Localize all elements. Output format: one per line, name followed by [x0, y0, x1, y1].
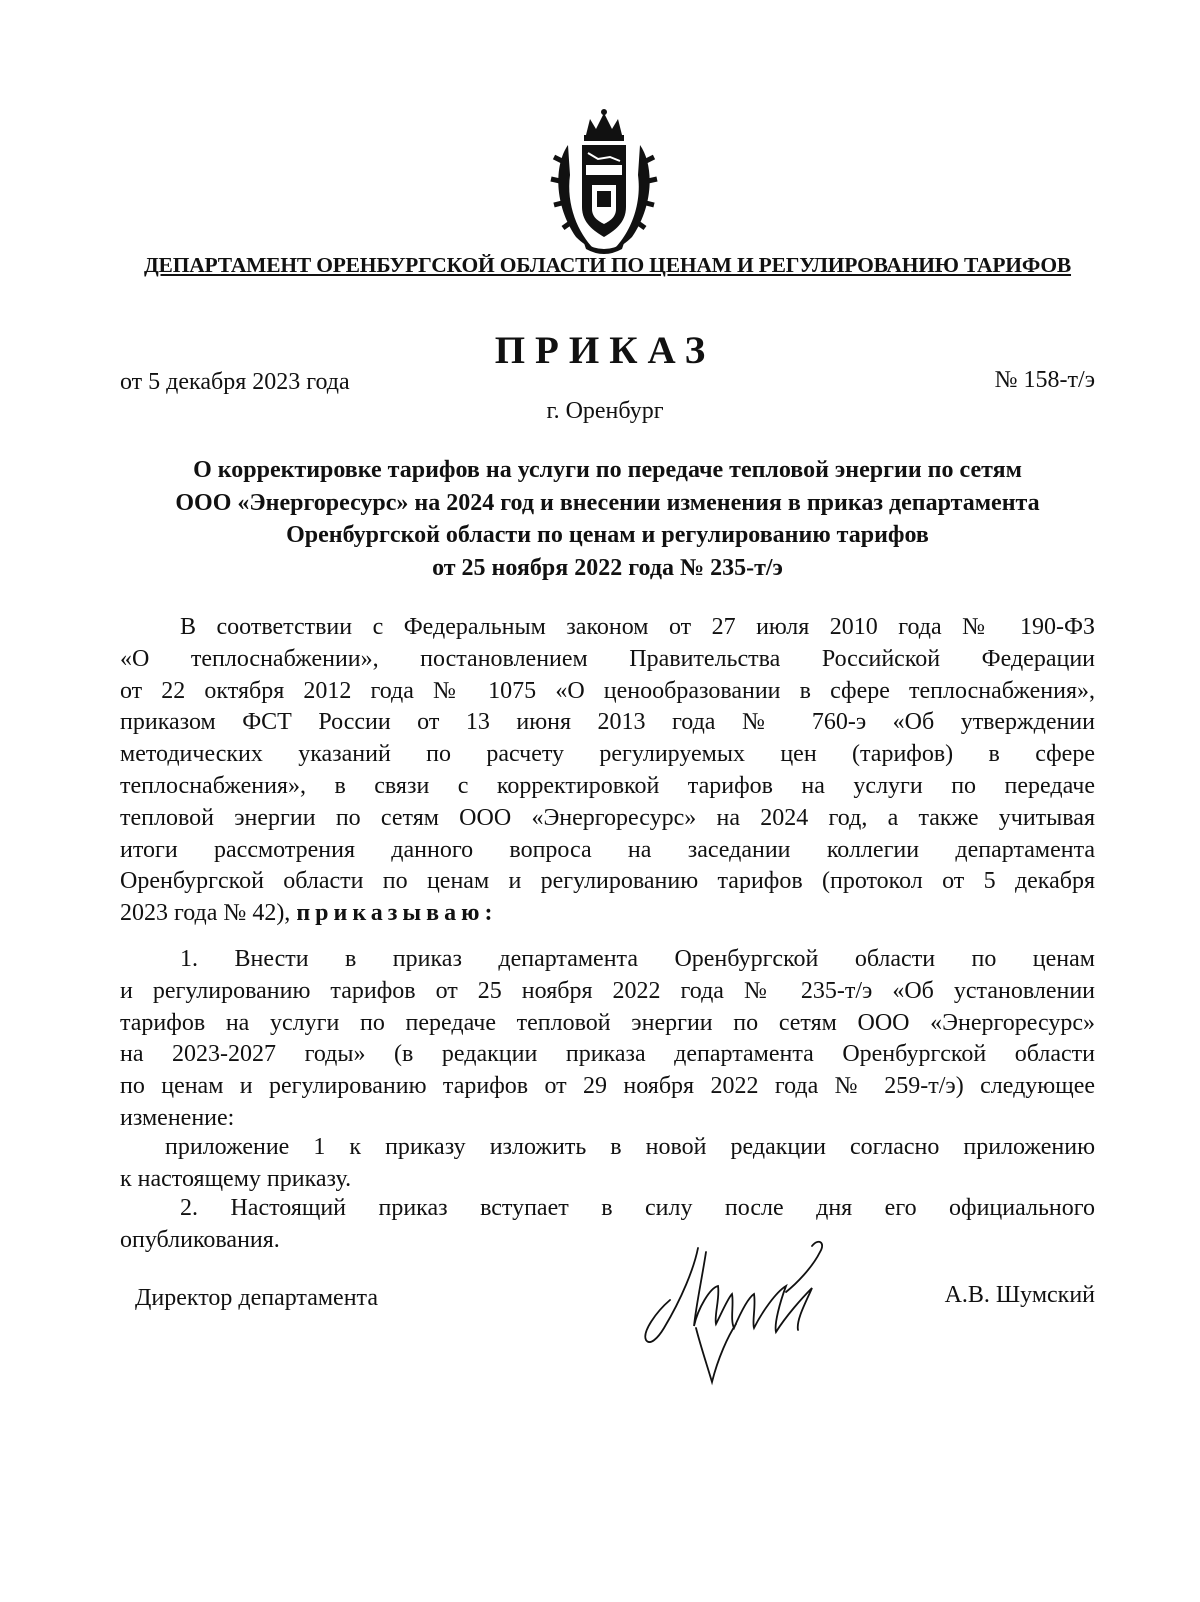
text-line: тепловой энергии по сетям ООО «Энергоресурс» на 2024 год, а также учитывая [120, 804, 1095, 831]
signatory-name: А.В. Шумский [944, 1282, 1095, 1308]
item-2-paragraph [120, 1193, 1095, 1257]
text-line: итоги рассмотрения данного вопроса на заседании коллегии департамента [120, 836, 1095, 863]
handwritten-signature [636, 1228, 846, 1388]
item-1-paragraph [120, 944, 1095, 1135]
order-word: приказываю: [296, 900, 498, 927]
text-line: на 2023-2027 годы» (в редакции приказа департамента Оренбургской области [120, 1041, 1095, 1068]
text-line: и регулированию тарифов от 25 ноября 2022 года № 235-т/э «Об установлении [120, 977, 1095, 1004]
signatory-title: Директор департамента [135, 1285, 378, 1311]
order-title: ПРИКАЗ [494, 329, 716, 372]
text-line: к настоящему приказу. [120, 1165, 352, 1192]
text-line: от 22 октября 2012 года № 1075 «О ценообразовании в сфере теплоснабжения», [120, 677, 1095, 704]
preamble-paragraph [120, 612, 1095, 930]
text-line: приказом ФСТ России от 13 июня 2013 года № 760-э «Об утверждении [120, 709, 1095, 736]
text-line: изменение: [120, 1104, 235, 1131]
text-line: 1. Внести в приказ департамента Оренбургской области по ценам [180, 946, 1095, 972]
text-line: 2. Настоящий приказ вступает в силу после дня его официального [180, 1195, 1095, 1221]
heading-line: от 25 ноября 2022 года № 235-т/э [432, 554, 783, 581]
order-city: г. Оренбург [546, 398, 664, 424]
order-heading [120, 454, 1095, 584]
intro-last-text: 2023 года № 42), [120, 900, 291, 927]
text-line: по ценам и регулированию тарифов от 29 ноября 2022 года № 259-т/э) следующее [120, 1073, 1095, 1100]
heading-line: ООО «Энергоресурс» на 2024 год и внесении изменения в приказ департамента [175, 489, 1040, 516]
text-line: «О теплоснабжении», постановлением Правительства Российской Федерации [120, 645, 1095, 672]
text-line: теплоснабжения», в связи с корректировкой тарифов на услуги по передаче [120, 772, 1095, 799]
department-name: ДЕПАРТАМЕНТ ОРЕНБУРГСКОЙ ОБЛАСТИ ПО ЦЕНАМ И РЕГУЛИРОВАНИЮ ТАРИФОВ [143, 253, 1072, 277]
text-line: приложение 1 к приказу изложить в новой редакции согласно приложению [165, 1134, 1095, 1160]
coat-of-arms-icon [548, 105, 660, 255]
text-line: методических указаний по расчету регулируемых цен (тарифов) в сфере [120, 741, 1095, 768]
order-date: от 5 декабря 2023 года [120, 369, 350, 395]
order-number: № 158-т/э [994, 367, 1095, 393]
text-line: В соответствии с Федеральным законом от 27 июля 2010 года № 190-ФЗ [180, 614, 1095, 640]
text-line: Оренбургской области по ценам и регулированию тарифов (протокол от 5 декабря [120, 868, 1095, 895]
text-line: опубликования. [120, 1226, 280, 1253]
appendix-paragraph [120, 1132, 1095, 1196]
text-line: тарифов на услуги по передаче тепловой энергии по сетям ООО «Энергоресурс» [120, 1009, 1095, 1036]
text-line [120, 898, 1095, 930]
heading-line: Оренбургской области по ценам и регулированию тарифов [286, 522, 929, 548]
heading-line: О корректировке тарифов на услуги по передаче тепловой энергии по сетям [193, 457, 1022, 483]
